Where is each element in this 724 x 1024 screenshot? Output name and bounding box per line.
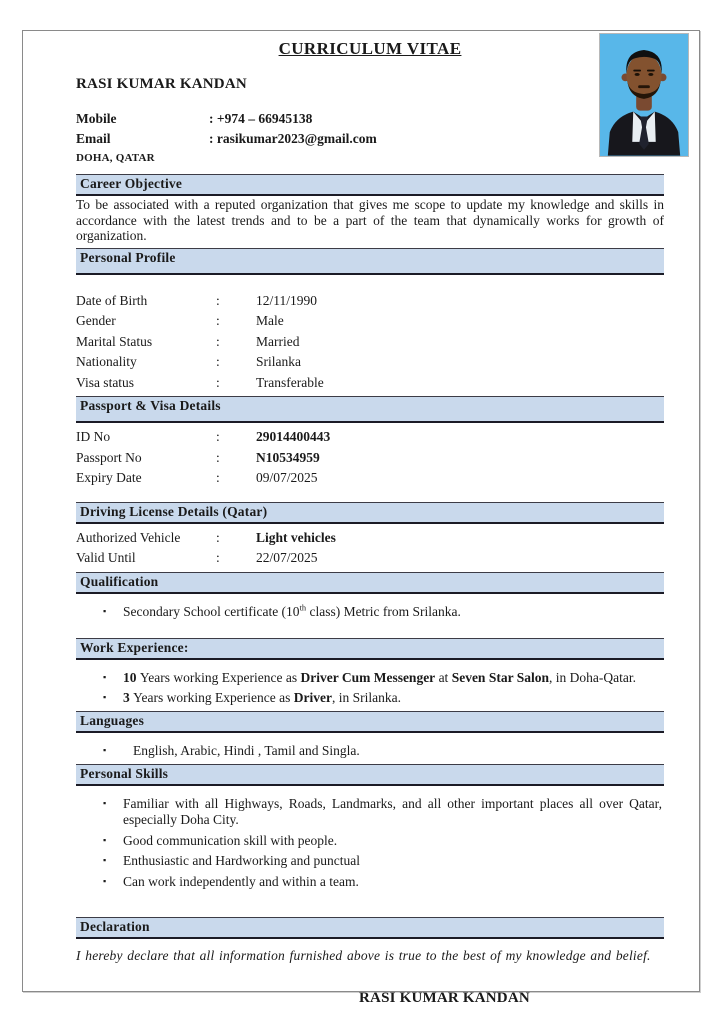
- detail-value: Transferable: [256, 374, 324, 390]
- detail-label: Expiry Date: [76, 470, 142, 486]
- mobile-label: Mobile: [76, 111, 117, 126]
- detail-value: 29014400443: [256, 429, 331, 445]
- detail-row: [76, 373, 664, 394]
- detail-colon: :: [216, 429, 220, 445]
- bullet-text: Good communication skill with people.: [123, 832, 338, 848]
- personal-skills-list: [76, 796, 664, 890]
- bullet-square-icon: ▪: [103, 855, 107, 866]
- bullet-text: Can work independently and within a team.: [123, 874, 359, 890]
- detail-colon: :: [216, 449, 220, 465]
- section-heading-personal-profile: Personal Profile: [76, 248, 664, 275]
- section-heading-career-objective: Career Objective: [76, 174, 664, 196]
- detail-row: [76, 548, 664, 569]
- detail-row: [76, 427, 664, 448]
- detail-colon: :: [216, 333, 220, 349]
- cv-content: [76, 31, 664, 1007]
- bullet-text: 10 Years working Experience as Driver Cum Messenger at Seven Star Salon, in Doha-Qatar.: [123, 669, 636, 685]
- signature-name: RASI KUMAR KANDAN: [359, 989, 530, 1006]
- detail-row: [76, 448, 664, 469]
- passport-visa-rows: [76, 427, 664, 489]
- detail-value: Light vehicles: [256, 529, 336, 545]
- detail-label: ID No: [76, 429, 111, 445]
- detail-colon: :: [216, 292, 220, 308]
- cv-page: [22, 30, 700, 1006]
- contact-block: [76, 109, 664, 164]
- personal-profile-rows: [76, 291, 664, 394]
- mobile-value: : +974 – 66945138: [209, 111, 313, 126]
- bullet-square-icon: ▪: [103, 692, 107, 703]
- bullet-square-icon: ▪: [103, 876, 107, 887]
- detail-row: [76, 291, 664, 312]
- detail-value: Srilanka: [256, 354, 301, 370]
- mobile-row: [76, 109, 664, 129]
- email-row: [76, 129, 664, 149]
- section-heading-declaration: Declaration: [76, 917, 664, 939]
- bullet-item: [76, 743, 664, 759]
- detail-value: Married: [256, 333, 300, 349]
- section-heading-qualification: Qualification: [76, 572, 664, 594]
- location-text: DOHA, QATAR: [76, 152, 155, 164]
- detail-colon: :: [216, 529, 220, 545]
- detail-row: [76, 468, 664, 489]
- languages-list: [76, 743, 664, 759]
- email-label: Email: [76, 131, 111, 146]
- bullet-text: Secondary School certificate (10th class) Metric from Srilanka.: [123, 603, 461, 619]
- career-objective-text: To be associated with a reputed organization that gives me scope to update my knowledge and skills in accordance with the latest trends and to be a part of the team that dynamically works for growth of organization.: [76, 197, 664, 244]
- detail-colon: :: [216, 374, 220, 390]
- detail-row: [76, 352, 664, 373]
- bullet-square-icon: ▪: [103, 671, 107, 682]
- bullet-item: [76, 670, 664, 686]
- detail-label: Marital Status: [76, 333, 153, 349]
- detail-label: Passport No: [76, 449, 142, 465]
- section-heading-work-experience: Work Experience:: [76, 638, 664, 660]
- detail-row: [76, 311, 664, 332]
- detail-value: Male: [256, 313, 284, 329]
- detail-colon: :: [216, 354, 220, 370]
- page-title: CURRICULUM VITAE: [278, 39, 462, 58]
- detail-label: Gender: [76, 313, 116, 329]
- bullet-text: Familiar with all Highways, Roads, Landmarks, and all other important places all over Qatar, especially Doha City.: [123, 795, 662, 827]
- detail-value: 12/11/1990: [256, 292, 318, 308]
- section-heading-passport-visa: Passport & Visa Details: [76, 396, 664, 423]
- bullet-item: [76, 853, 664, 869]
- declaration-text: I hereby declare that all information furnished above is true to the best of my knowledge and belief.: [76, 947, 651, 963]
- work-experience-list: [76, 670, 664, 707]
- section-heading-driving-license: Driving License Details (Qatar): [76, 502, 664, 524]
- detail-colon: :: [216, 313, 220, 329]
- bullet-item: [76, 796, 664, 828]
- bullet-item: [76, 690, 664, 706]
- section-heading-languages: Languages: [76, 711, 664, 733]
- detail-row: [76, 332, 664, 353]
- candidate-name: RASI KUMAR KANDAN: [76, 76, 247, 92]
- driving-license-rows: [76, 528, 664, 569]
- detail-value: 09/07/2025: [256, 470, 318, 486]
- bullet-square-icon: ▪: [103, 745, 107, 756]
- section-heading-personal-skills: Personal Skills: [76, 764, 664, 786]
- detail-label: Authorized Vehicle: [76, 529, 181, 545]
- bullet-text: Enthusiastic and Hardworking and punctual: [123, 853, 360, 869]
- bullet-item: [76, 833, 664, 849]
- bullet-item: [76, 604, 664, 620]
- detail-label: Valid Until: [76, 550, 136, 566]
- detail-label: Date of Birth: [76, 292, 148, 308]
- detail-label: Visa status: [76, 374, 135, 390]
- bullet-text: 3 Years working Experience as Driver, in Srilanka.: [123, 690, 401, 706]
- detail-colon: :: [216, 470, 220, 486]
- detail-row: [76, 528, 664, 549]
- qualification-list: [76, 604, 664, 620]
- detail-value: N10534959: [256, 449, 320, 465]
- bullet-square-icon: ▪: [103, 797, 107, 808]
- bullet-square-icon: ▪: [103, 605, 107, 616]
- email-value: : rasikumar2023@gmail.com: [209, 131, 377, 146]
- bullet-square-icon: ▪: [103, 834, 107, 845]
- bullet-item: [76, 874, 664, 890]
- bullet-text: English, Arabic, Hindi , Tamil and Singla.: [133, 743, 360, 759]
- detail-label: Nationality: [76, 354, 137, 370]
- detail-colon: :: [216, 550, 220, 566]
- detail-value: 22/07/2025: [256, 550, 318, 566]
